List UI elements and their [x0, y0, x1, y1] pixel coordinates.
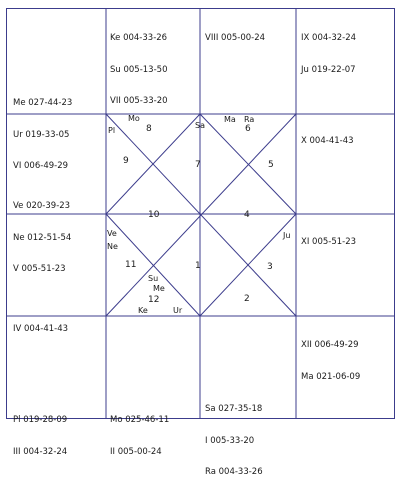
sign-3: 3 [267, 262, 273, 272]
sign-8: 8 [146, 124, 152, 134]
cell-line: Me 027-44-23 [13, 98, 73, 108]
sign-7: 7 [195, 160, 201, 170]
house-cell-top-3 [205, 12, 265, 65]
sign-10: 10 [148, 210, 160, 220]
cell-line: X 004-41-43 [301, 136, 354, 146]
cell-line: IX 004-32-24 [301, 33, 357, 43]
house-cell-bottom-3 [205, 383, 263, 499]
cell-line: XII 006-49-29 [301, 340, 359, 350]
house-cell-left-lower [13, 303, 68, 356]
house-cell-bottom-2 [110, 394, 169, 478]
cell-line: Pl 019-28-09 [13, 415, 68, 425]
sign-4: 4 [244, 210, 250, 220]
cell-line: VIII 005-00-24 [205, 33, 266, 43]
cell-line: Su 005-13-50 [110, 64, 168, 75]
sign-6: 6 [245, 124, 251, 134]
house-cell-bottom-left [13, 394, 67, 478]
cell-line: Ke 004-33-26 [110, 33, 168, 43]
cell-line: IV 004-41-43 [13, 324, 69, 334]
cell-line: Mo 025-46-11 [110, 415, 170, 425]
cell-line: Ra 004-33-26 [205, 467, 263, 477]
planet-ra: Ra [244, 115, 255, 124]
planet-pl: Pl [108, 126, 116, 135]
planet-su: Su [148, 274, 159, 283]
cell-line: V 005-51-23 [13, 264, 66, 274]
planet-me: Me [153, 284, 165, 293]
planet-ur: Ur [173, 306, 183, 315]
cell-line: XI 005-51-23 [301, 237, 357, 247]
house-cell-top-right [301, 12, 356, 96]
house-cell-right-upper [301, 115, 354, 168]
house-cell-left-upper [13, 180, 71, 296]
cell-line: I 005-33-20 [205, 435, 255, 446]
cell-line: Ne 012-51-54 [13, 232, 72, 243]
cell-line: Ve 020-39-23 [13, 201, 71, 211]
cell-line: VI 006-49-29 [13, 161, 69, 171]
sign-1: 1 [195, 261, 201, 271]
cell-line: Ur 019-33-05 [13, 129, 70, 140]
house-cell-bottom-right [301, 319, 360, 403]
cell-line: III 004-32-24 [13, 446, 68, 457]
sign-12: 12 [148, 295, 160, 305]
planet-ju: Ju [283, 231, 291, 240]
cell-line: Ma 021-06-09 [301, 371, 361, 382]
cell-line: VII 005-33-20 [110, 96, 168, 106]
cell-line: II 005-00-24 [110, 446, 162, 457]
house-cell-top-2 [110, 12, 168, 128]
planet-mo: Mo [128, 114, 140, 123]
sign-9: 9 [123, 156, 129, 166]
cell-line: Ju 019-22-07 [301, 64, 356, 75]
house-cell-top-left [13, 77, 72, 193]
house-cell-right-lower [301, 216, 356, 269]
sign-5: 5 [268, 160, 274, 170]
planet-ke: Ke [138, 306, 148, 315]
planet-ne: Ne [107, 242, 118, 251]
sign-2: 2 [244, 294, 250, 304]
planet-ma: Ma [224, 115, 236, 124]
cell-line: Sa 027-35-18 [205, 404, 263, 414]
sign-11: 11 [125, 260, 137, 270]
planet-ve: Ve [107, 229, 117, 238]
planet-sa: Sa [195, 121, 205, 130]
